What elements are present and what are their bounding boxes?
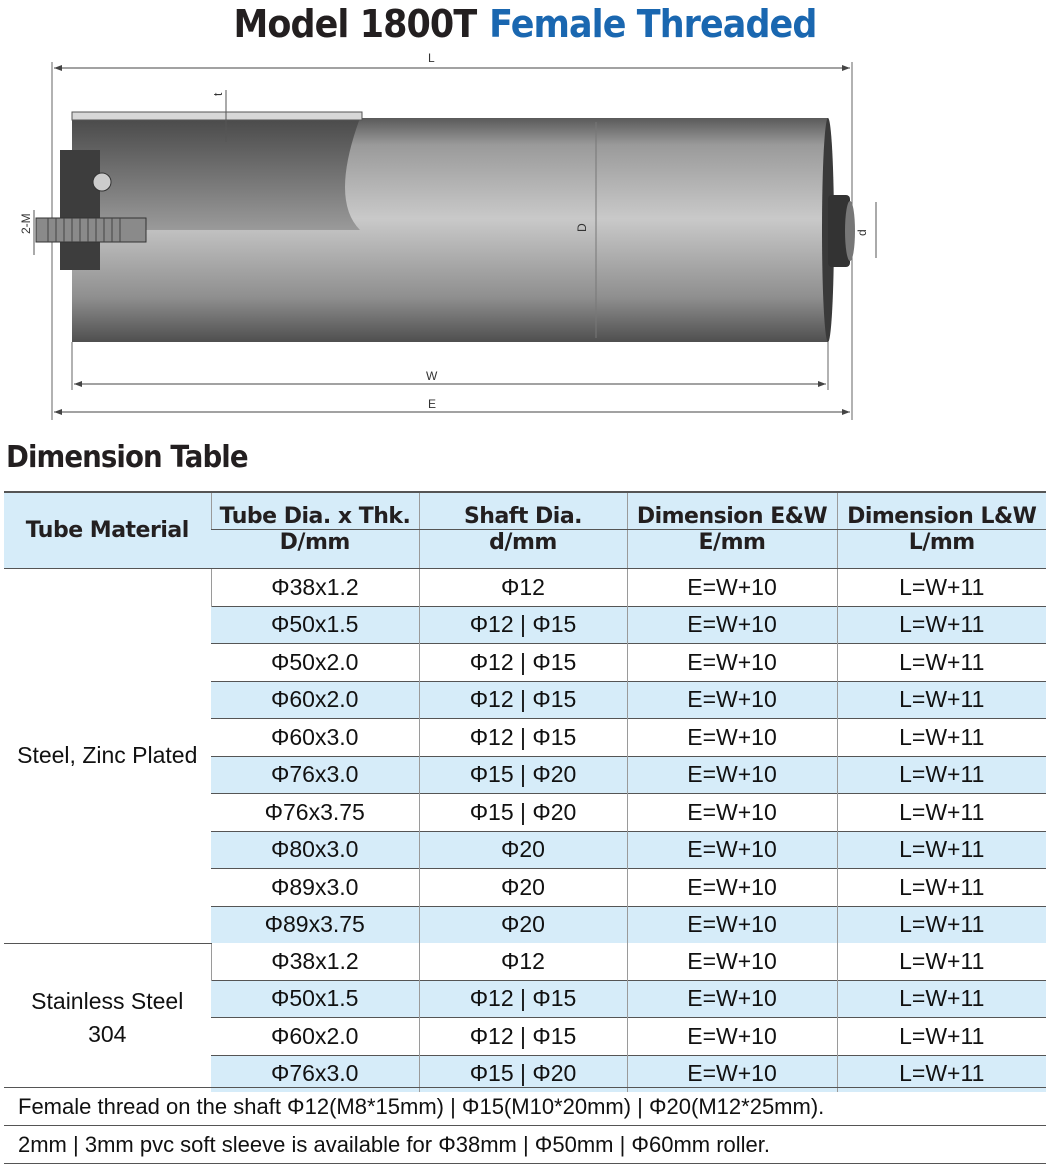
tube-material-cell: Steel, Zinc Plated bbox=[4, 569, 211, 944]
model-type: Female Threaded bbox=[489, 2, 817, 46]
dimension-l-cell: L=W+11 bbox=[837, 1018, 1046, 1056]
table-row bbox=[4, 569, 1046, 607]
header-dimension-lw-unit: L/mm bbox=[837, 530, 1046, 569]
header-shaft-dia-unit: d/mm bbox=[419, 530, 627, 569]
shaft-dia-cell: Φ12 | Φ15 bbox=[419, 681, 627, 719]
tube-material-line1: Stainless Steel bbox=[31, 987, 184, 1014]
tube-dia-cell: Φ89x3.0 bbox=[211, 869, 419, 907]
dim-L: L bbox=[428, 51, 435, 65]
shaft-dia-cell: Φ20 bbox=[419, 869, 627, 907]
dimension-e-cell: E=W+10 bbox=[627, 1055, 837, 1092]
header-dimension-ew: Dimension E&W bbox=[627, 492, 837, 530]
header-tube-dia: Tube Dia. x Thk. bbox=[211, 492, 419, 530]
dimension-e-cell: E=W+10 bbox=[627, 644, 837, 682]
dimension-table bbox=[4, 491, 1046, 1092]
model-name: Model 1800T bbox=[233, 2, 477, 46]
tube-dia-cell: Φ89x3.75 bbox=[211, 906, 419, 943]
dimension-l-cell: L=W+11 bbox=[837, 943, 1046, 980]
tube-material-cell bbox=[4, 943, 211, 1092]
dimension-e-cell: E=W+10 bbox=[627, 794, 837, 832]
dimension-e-cell: E=W+10 bbox=[627, 980, 837, 1018]
tube-dia-cell: Φ38x1.2 bbox=[211, 569, 419, 607]
dimension-e-cell: E=W+10 bbox=[627, 1018, 837, 1056]
dimension-l-cell: L=W+11 bbox=[837, 869, 1046, 907]
tube-dia-cell: Φ60x2.0 bbox=[211, 681, 419, 719]
shaft-dia-cell: Φ12 | Φ15 bbox=[419, 606, 627, 644]
header-shaft-dia: Shaft Dia. bbox=[419, 492, 627, 530]
tube-dia-cell: Φ80x3.0 bbox=[211, 831, 419, 869]
tube-dia-cell: Φ50x2.0 bbox=[211, 644, 419, 682]
dimension-l-cell: L=W+11 bbox=[837, 906, 1046, 943]
dimension-e-cell: E=W+10 bbox=[627, 906, 837, 943]
table-row bbox=[4, 943, 1046, 980]
dimension-l-cell: L=W+11 bbox=[837, 569, 1046, 607]
dimension-l-cell: L=W+11 bbox=[837, 644, 1046, 682]
dimension-e-cell: E=W+10 bbox=[627, 569, 837, 607]
dimension-e-cell: E=W+10 bbox=[627, 831, 837, 869]
dimension-e-cell: E=W+10 bbox=[627, 606, 837, 644]
dim-M: 2-M bbox=[19, 213, 33, 234]
header-dimension-lw: Dimension L&W bbox=[837, 492, 1046, 530]
page-title bbox=[42, 2, 1008, 46]
dimension-l-cell: L=W+11 bbox=[837, 831, 1046, 869]
dimension-l-cell: L=W+11 bbox=[837, 681, 1046, 719]
dim-t: t bbox=[211, 92, 225, 96]
note-sleeve: 2mm | 3mm pvc soft sleeve is available for Φ38mm | Φ50mm | Φ60mm roller. bbox=[4, 1125, 1046, 1164]
shaft-dia-cell: Φ12 | Φ15 bbox=[419, 644, 627, 682]
dimension-l-cell: L=W+11 bbox=[837, 794, 1046, 832]
shaft-dia-cell: Φ15 | Φ20 bbox=[419, 794, 627, 832]
dimension-e-cell: E=W+10 bbox=[627, 681, 837, 719]
header-tube-dia-unit: D/mm bbox=[211, 530, 419, 569]
dim-D: D bbox=[575, 223, 589, 232]
tube-dia-cell: Φ76x3.0 bbox=[211, 756, 419, 794]
tube-dia-cell: Φ50x1.5 bbox=[211, 606, 419, 644]
dimension-l-cell: L=W+11 bbox=[837, 719, 1046, 757]
tube-dia-cell: Φ60x2.0 bbox=[211, 1018, 419, 1056]
dimension-e-cell: E=W+10 bbox=[627, 869, 837, 907]
dim-d: d bbox=[855, 229, 869, 236]
shaft-dia-cell: Φ12 | Φ15 bbox=[419, 1018, 627, 1056]
dimension-e-cell: E=W+10 bbox=[627, 756, 837, 794]
dimension-e-cell: E=W+10 bbox=[627, 719, 837, 757]
header-tube-material: Tube Material bbox=[4, 492, 211, 569]
dim-E: E bbox=[428, 397, 437, 411]
shaft-dia-cell: Φ12 bbox=[419, 569, 627, 607]
tube-dia-cell: Φ38x1.2 bbox=[211, 943, 419, 980]
dimension-l-cell: L=W+11 bbox=[837, 1055, 1046, 1092]
roller-diagram bbox=[0, 50, 1050, 430]
shaft-dia-cell: Φ20 bbox=[419, 906, 627, 943]
tube-dia-cell: Φ50x1.5 bbox=[211, 980, 419, 1018]
note-thread: Female thread on the shaft Φ12(M8*15mm) | Φ15(M10*20mm) | Φ20(M12*25mm). bbox=[4, 1087, 1046, 1125]
dimension-l-cell: L=W+11 bbox=[837, 756, 1046, 794]
tube-dia-cell: Φ76x3.0 bbox=[211, 1055, 419, 1092]
dimension-e-cell: E=W+10 bbox=[627, 943, 837, 980]
shaft-dia-cell: Φ20 bbox=[419, 831, 627, 869]
shaft-dia-cell: Φ12 | Φ15 bbox=[419, 980, 627, 1018]
dim-W: W bbox=[426, 369, 438, 383]
section-title: Dimension Table bbox=[6, 440, 248, 475]
shaft-dia-cell: Φ12 | Φ15 bbox=[419, 719, 627, 757]
notes bbox=[4, 1087, 1046, 1164]
dimension-l-cell: L=W+11 bbox=[837, 606, 1046, 644]
tube-material-line2: 304 bbox=[88, 1020, 127, 1047]
shaft-dia-cell: Φ12 bbox=[419, 943, 627, 980]
tube-dia-cell: Φ60x3.0 bbox=[211, 719, 419, 757]
header-dimension-ew-unit: E/mm bbox=[627, 530, 837, 569]
shaft-dia-cell: Φ15 | Φ20 bbox=[419, 1055, 627, 1092]
dimension-l-cell: L=W+11 bbox=[837, 980, 1046, 1018]
tube-dia-cell: Φ76x3.75 bbox=[211, 794, 419, 832]
shaft-dia-cell: Φ15 | Φ20 bbox=[419, 756, 627, 794]
